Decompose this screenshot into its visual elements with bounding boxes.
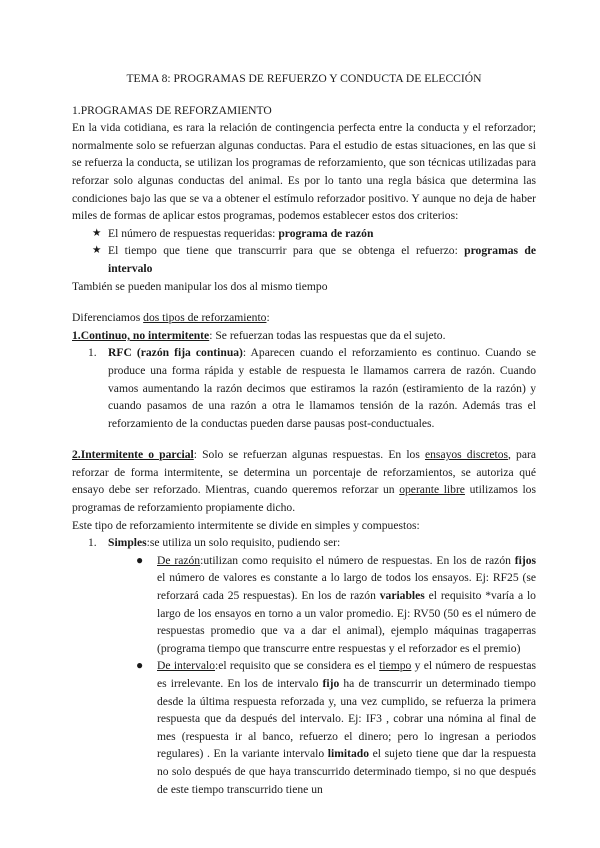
bullet-icon: ●: [136, 658, 144, 673]
section-heading: 1.PROGRAMAS DE REFORZAMIENTO: [72, 103, 272, 117]
bullet-icon: ●: [136, 552, 144, 567]
list-item: ★ El tiempo que tiene que transcurrir para que se obtenga el refuerzo: programas de intervalo: [92, 244, 536, 275]
list-item: 1. Simples:se utiliza un solo requisito, pudiendo ser:: [88, 536, 341, 550]
list-item: ● De razón:utilizan como requisito el número de respuestas. En los de razón fijos el número de valores es constante a lo largo de todos los ensayos. Ej: RF25 (se reforzará cada 25 respuestas). En los de razón variables el requisito *varía a lo largo de los ensayos en torno a un valor promedio. Ej: RV50 (50 es el número de respuestas promedio que va a dar el animal), ejemplo máquinas tragaperras (programa tiempo que transcurre entre respuestas y el reforzador es el premio): [136, 552, 537, 655]
rfc-list: [72, 344, 536, 432]
also-note: También se pueden manipular los dos al mismo tiempo: [72, 279, 328, 293]
intro-paragraph: En la vida cotidiana, es rara la relación de contingencia perfecta entre la conducta y el reforzador; normalmente solo se refuerzan algunas conductas. Para el estudio de estas situaciones, en las que si se refuerza la conducta, se utilizan los programas de reforzamiento, que son técnicas utilizadas para reforzar solo algunas conductas del animal. Es por lo tanto una regla básica que determina las condiciones bajo las que se va a obtener el estímulo reforzador positivo. Y aunque no deja de haber miles de formas de aplicar estos programas, podemos establecer estos dos criterios:: [72, 121, 536, 223]
list-item: ● De intervalo:el requisito que se considera es el tiempo y el número de respuestas es irrelevante. En los de intervalo fijo ha de transcurrir un determinado tiempo desde la última respuesta reforzada y, una vez cumplido, se refuerza la primera respuesta que da después del intervalo. Ej: IF3 , cobrar una nómina al final de mes (respuesta ir al banco, refuerzo el dinero; pero lo ingresan a periodos regulares) . En la variante intervalo limitado el sujeto tiene que dar la respuesta no solo después de que haya transcurrido determinado tiempo, si no que después de este tiempo transcurrido tiene un: [136, 658, 537, 796]
list-item: 1. RFC (razón fija continua): Aparecen cuando el reforzamiento es continuo. Cuando se produce una forma rápida y estable de respuesta le llamamos carrera de razón. Cuando vamos aumentando la razón decimos que estiramos la razón (estiramiento de la razón) y cuando pasamos de una razón a otra le llamamos tensión de la razón. Además tras el reforzamiento de la conductas pueden darse pausas post-conductuales.: [88, 346, 536, 430]
criteria-list: [72, 225, 536, 278]
star-icon: ★: [92, 245, 102, 257]
continuo-heading: 1.Continuo, no intermitente: [72, 328, 210, 342]
intermitente-heading: 2.Intermitente o parcial: [72, 448, 194, 462]
simples-list: [72, 534, 536, 552]
types-lead: Diferenciamos dos tipos de reforzamiento:: [72, 311, 270, 325]
list-item: ★ El número de respuestas requeridas: programa de razón: [72, 225, 536, 243]
rfc-term: RFC (razón fija continua): [108, 346, 243, 360]
simples-types-list: [72, 552, 536, 798]
intermitente-paragraph: 2.Intermitente o parcial: Solo se refuerzan algunas respuestas. En los ensayos discretos, para reforzar de forma intermitente, se determina un porcentaje de reforzamientos, se autoriza qué ensayo debe ser reforzado. Mientras, cuando queremos reforzar un operante libre utilizamos los programas de reforzamiento propiamente dicho.: [72, 448, 536, 515]
page-title: TEMA 8: PROGRAMAS DE REFUERZO Y CONDUCTA DE ELECCIÓN: [126, 72, 482, 85]
simples-term: Simples: [108, 536, 147, 550]
star-icon: ★: [92, 227, 102, 239]
subdivide-line: Este tipo de reforzamiento intermitente se divide en simples y compuestos:: [72, 518, 420, 532]
continuo-line: 1.Continuo, no intermitente: Se refuerzan todas las respuestas que da el sujeto.: [72, 328, 446, 342]
